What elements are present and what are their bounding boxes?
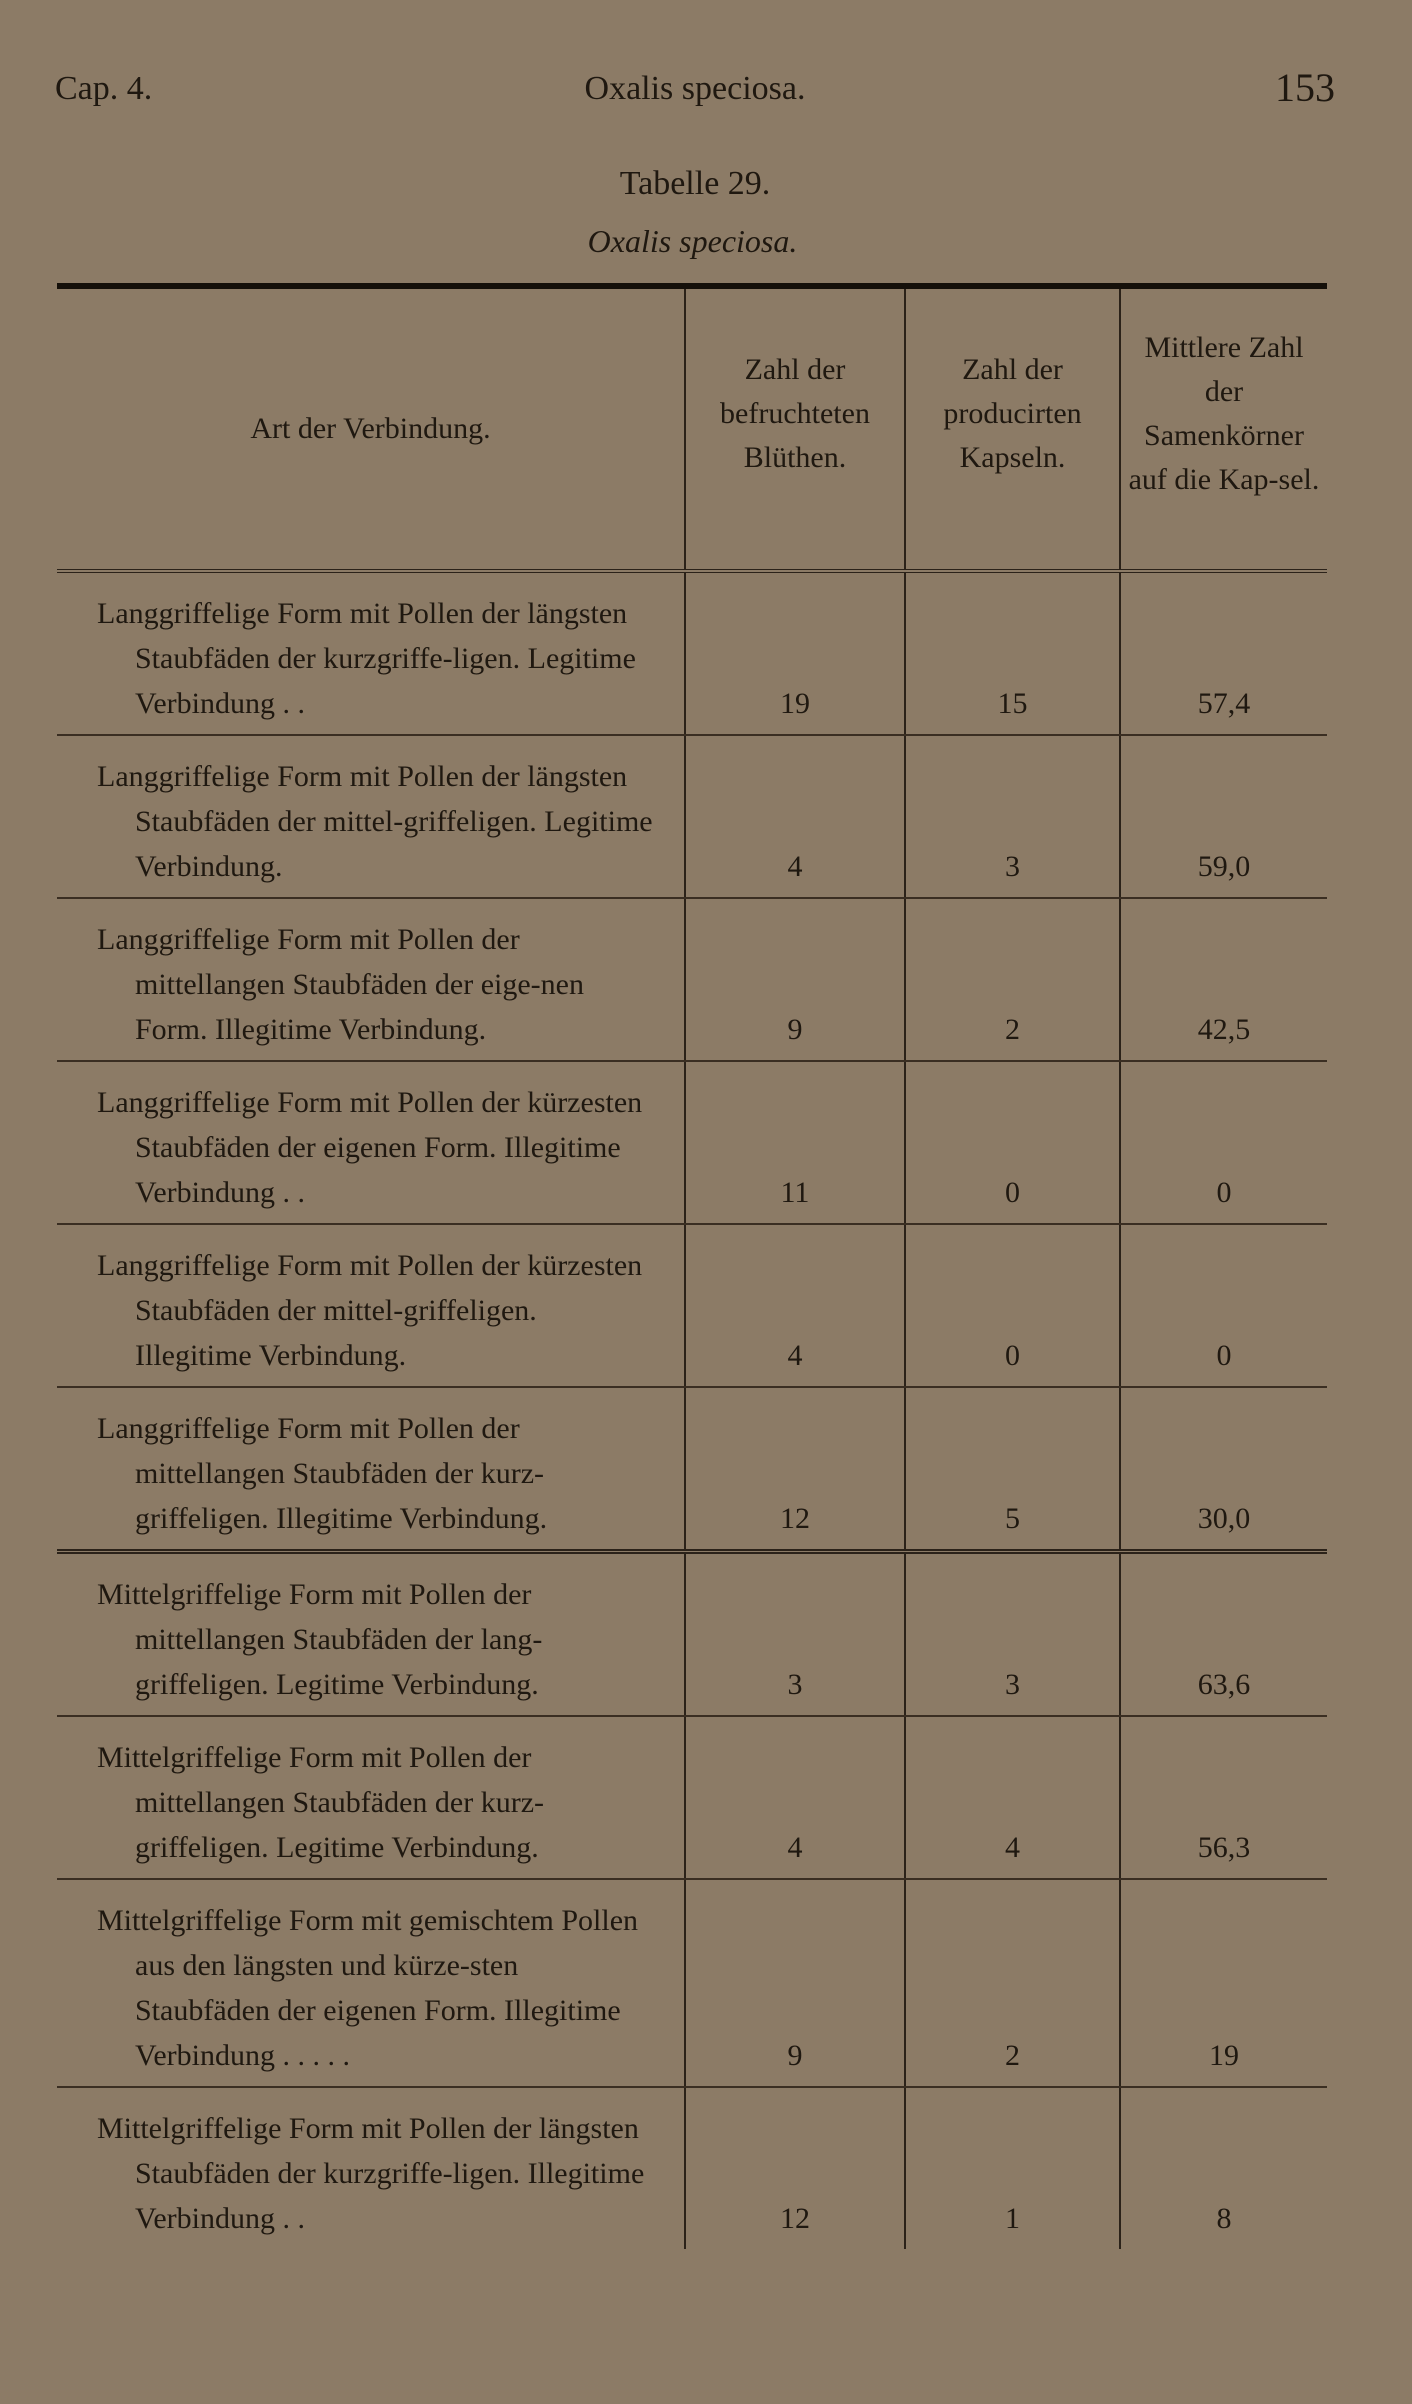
table-row	[57, 1387, 1327, 1552]
cross-description: Langgriffelige Form mit Pollen der kürzesten Staubfäden der mittel-griffeligen. Illegitime Verbindung.	[97, 1249, 643, 1372]
page-header	[55, 62, 1335, 112]
table-row	[57, 1716, 1327, 1879]
cross-description: Langgriffelige Form mit Pollen der mittellangen Staubfäden der eige-nen Form. Illegitime Verbindung.	[97, 923, 584, 1046]
seeds-value: 0	[1120, 1224, 1327, 1387]
flowers-value: 3	[685, 1552, 905, 1717]
cross-description: Langgriffelige Form mit Pollen der kürzesten Staubfäden der eigenen Form. Illegitime Verbindung . .	[97, 1086, 643, 1209]
seeds-value: 59,0	[1120, 735, 1327, 898]
seeds-value: 8	[1120, 2087, 1327, 2249]
seeds-value: 30,0	[1120, 1387, 1327, 1552]
cross-description: Langgriffelige Form mit Pollen der mittellangen Staubfäden der kurz-griffeligen. Illegitime Verbindung.	[97, 1412, 548, 1535]
table-row	[57, 1061, 1327, 1224]
flowers-value: 12	[685, 2087, 905, 2249]
data-table	[57, 283, 1327, 2249]
flowers-value: 19	[685, 571, 905, 735]
capsules-value: 2	[905, 898, 1120, 1061]
table-row	[57, 735, 1327, 898]
table-title: Tabelle 29.	[619, 165, 771, 202]
seeds-value: 19	[1120, 1879, 1327, 2087]
seeds-value: 42,5	[1120, 898, 1327, 1061]
column-header-flowers: Zahl der befruchteten Blüthen.	[685, 286, 905, 571]
table-row	[57, 2087, 1327, 2249]
flowers-value: 12	[685, 1387, 905, 1552]
flowers-value: 11	[685, 1061, 905, 1224]
seeds-value: 0	[1120, 1061, 1327, 1224]
flowers-value: 4	[685, 735, 905, 898]
seeds-value: 57,4	[1120, 571, 1327, 735]
cross-description: Mittelgriffelige Form mit Pollen der mittellangen Staubfäden der lang-griffeligen. Legitime Verbindung.	[97, 1578, 543, 1701]
capsules-value: 0	[905, 1224, 1120, 1387]
table-row	[57, 1224, 1327, 1387]
flowers-value: 9	[685, 1879, 905, 2087]
cross-description: Langgriffelige Form mit Pollen der längsten Staubfäden der kurzgriffe-ligen. Legitime Verbindung . .	[97, 597, 636, 720]
table-row	[57, 1879, 1327, 2087]
capsules-value: 0	[905, 1061, 1120, 1224]
capsules-value: 4	[905, 1716, 1120, 1879]
column-header-capsules: Zahl der producirten Kapseln.	[905, 286, 1120, 571]
seeds-value: 56,3	[1120, 1716, 1327, 1879]
page-number: 153	[1275, 65, 1335, 110]
running-title: Oxalis speciosa.	[584, 70, 806, 107]
table-row	[57, 898, 1327, 1061]
column-header-cross-type: Art der Verbindung.	[57, 286, 685, 571]
column-header-seeds: Mittlere Zahl der Samenkörner auf die Kap-sel.	[1120, 286, 1327, 571]
seeds-value: 63,6	[1120, 1552, 1327, 1717]
cross-description: Langgriffelige Form mit Pollen der längsten Staubfäden der mittel-griffeligen. Legitime Verbindung.	[97, 760, 653, 883]
cross-description: Mittelgriffelige Form mit Pollen der mittellangen Staubfäden der kurz-griffeligen. Legitime Verbindung.	[97, 1741, 545, 1864]
capsules-value: 3	[905, 735, 1120, 898]
capsules-value: 1	[905, 2087, 1120, 2249]
capsules-value: 3	[905, 1552, 1120, 1717]
flowers-value: 4	[685, 1224, 905, 1387]
chapter-label: Cap. 4.	[55, 70, 153, 107]
table-header-row	[57, 286, 1327, 571]
table-row	[57, 571, 1327, 735]
flowers-value: 9	[685, 898, 905, 1061]
cross-description: Mittelgriffelige Form mit gemischtem Pollen aus den längsten und kürze-sten Staubfäden der eigenen Form. Illegitime Verbindung . . . . .	[97, 1904, 639, 2072]
table-subtitle: Oxalis speciosa.	[587, 223, 798, 259]
flowers-value: 4	[685, 1716, 905, 1879]
capsules-value: 2	[905, 1879, 1120, 2087]
table-row	[57, 1552, 1327, 1717]
capsules-value: 5	[905, 1387, 1120, 1552]
capsules-value: 15	[905, 571, 1120, 735]
cross-description: Mittelgriffelige Form mit Pollen der längsten Staubfäden der kurzgriffe-ligen. Illegitime Verbindung . .	[97, 2112, 645, 2235]
